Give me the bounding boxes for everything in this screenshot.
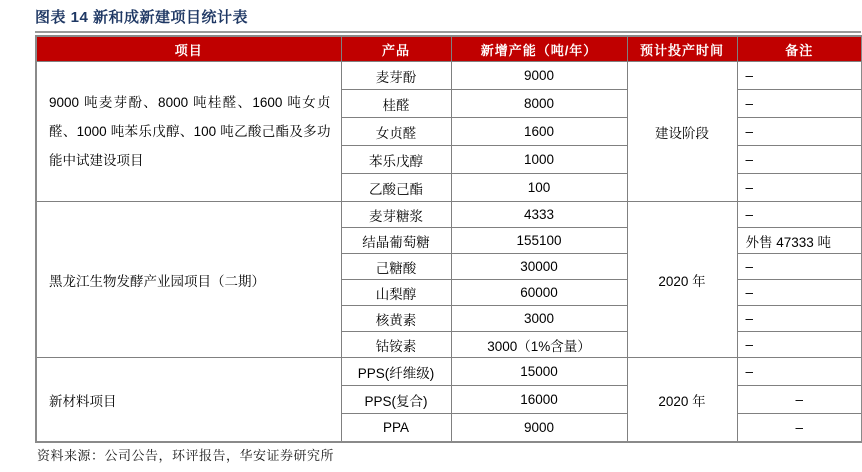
product-cell: 己糖酸 bbox=[341, 254, 451, 280]
table-row bbox=[36, 358, 862, 386]
capacity-cell: 8000 bbox=[451, 90, 627, 118]
product-cell: 乙酸己酯 bbox=[341, 174, 451, 202]
note-cell: – bbox=[737, 358, 862, 386]
col-header-product: 产品 bbox=[341, 36, 451, 62]
capacity-cell: 4333 bbox=[451, 202, 627, 228]
col-header-time: 预计投产时间 bbox=[627, 36, 737, 62]
note-cell: – bbox=[737, 174, 862, 202]
capacity-cell: 3000 bbox=[451, 306, 627, 332]
capacity-cell: 60000 bbox=[451, 280, 627, 306]
note-cell: – bbox=[737, 90, 862, 118]
product-cell: 苯乐戊醇 bbox=[341, 146, 451, 174]
capacity-cell: 3000（1%含量） bbox=[451, 332, 627, 358]
project-cell: 新材料项目 bbox=[36, 358, 341, 443]
title-divider bbox=[35, 31, 861, 33]
product-cell: PPS(复合) bbox=[341, 386, 451, 414]
capacity-cell: 15000 bbox=[451, 358, 627, 386]
note-cell: 外售 47333 吨 bbox=[737, 228, 862, 254]
col-header-note: 备注 bbox=[737, 36, 862, 62]
capacity-cell: 1000 bbox=[451, 146, 627, 174]
note-cell: – bbox=[737, 306, 862, 332]
product-cell: 麦芽酚 bbox=[341, 62, 451, 90]
col-header-capacity: 新增产能（吨/年） bbox=[451, 36, 627, 62]
time-cell: 建设阶段 bbox=[627, 62, 737, 202]
product-cell: 核黄素 bbox=[341, 306, 451, 332]
capacity-cell: 30000 bbox=[451, 254, 627, 280]
product-cell: PPA bbox=[341, 414, 451, 443]
table-header-row bbox=[36, 36, 862, 62]
note-cell: – bbox=[737, 254, 862, 280]
source-note: 资料来源：公司公告，环评报告，华安证券研究所 bbox=[37, 448, 335, 463]
figure-title: 图表 14 新和成新建项目统计表 bbox=[35, 9, 249, 26]
table-row bbox=[36, 62, 862, 90]
new-projects-table bbox=[35, 35, 862, 443]
time-cell: 2020 年 bbox=[627, 358, 737, 443]
product-cell: 麦芽糖浆 bbox=[341, 202, 451, 228]
time-cell: 2020 年 bbox=[627, 202, 737, 358]
note-cell: – bbox=[737, 280, 862, 306]
product-cell: 山梨醇 bbox=[341, 280, 451, 306]
note-cell: – bbox=[737, 386, 862, 414]
note-cell: – bbox=[737, 146, 862, 174]
project-cell: 黑龙江生物发酵产业园项目（二期） bbox=[36, 202, 341, 358]
note-cell: – bbox=[737, 202, 862, 228]
table-row bbox=[36, 202, 862, 228]
project-cell: 9000 吨麦芽酚、8000 吨桂醛、1600 吨女贞醛、1000 吨苯乐戊醇、100 吨乙酸己酯及多功能中试建设项目 bbox=[36, 62, 341, 202]
note-cell: – bbox=[737, 118, 862, 146]
note-cell: – bbox=[737, 62, 862, 90]
product-cell: 女贞醛 bbox=[341, 118, 451, 146]
capacity-cell: 16000 bbox=[451, 386, 627, 414]
note-cell: – bbox=[737, 332, 862, 358]
capacity-cell: 100 bbox=[451, 174, 627, 202]
capacity-cell: 9000 bbox=[451, 414, 627, 443]
product-cell: 钴铵素 bbox=[341, 332, 451, 358]
product-cell: 结晶葡萄糖 bbox=[341, 228, 451, 254]
product-cell: PPS(纤维级) bbox=[341, 358, 451, 386]
note-cell: – bbox=[737, 414, 862, 443]
capacity-cell: 9000 bbox=[451, 62, 627, 90]
col-header-project: 项目 bbox=[36, 36, 341, 62]
capacity-cell: 155100 bbox=[451, 228, 627, 254]
capacity-cell: 1600 bbox=[451, 118, 627, 146]
product-cell: 桂醛 bbox=[341, 90, 451, 118]
